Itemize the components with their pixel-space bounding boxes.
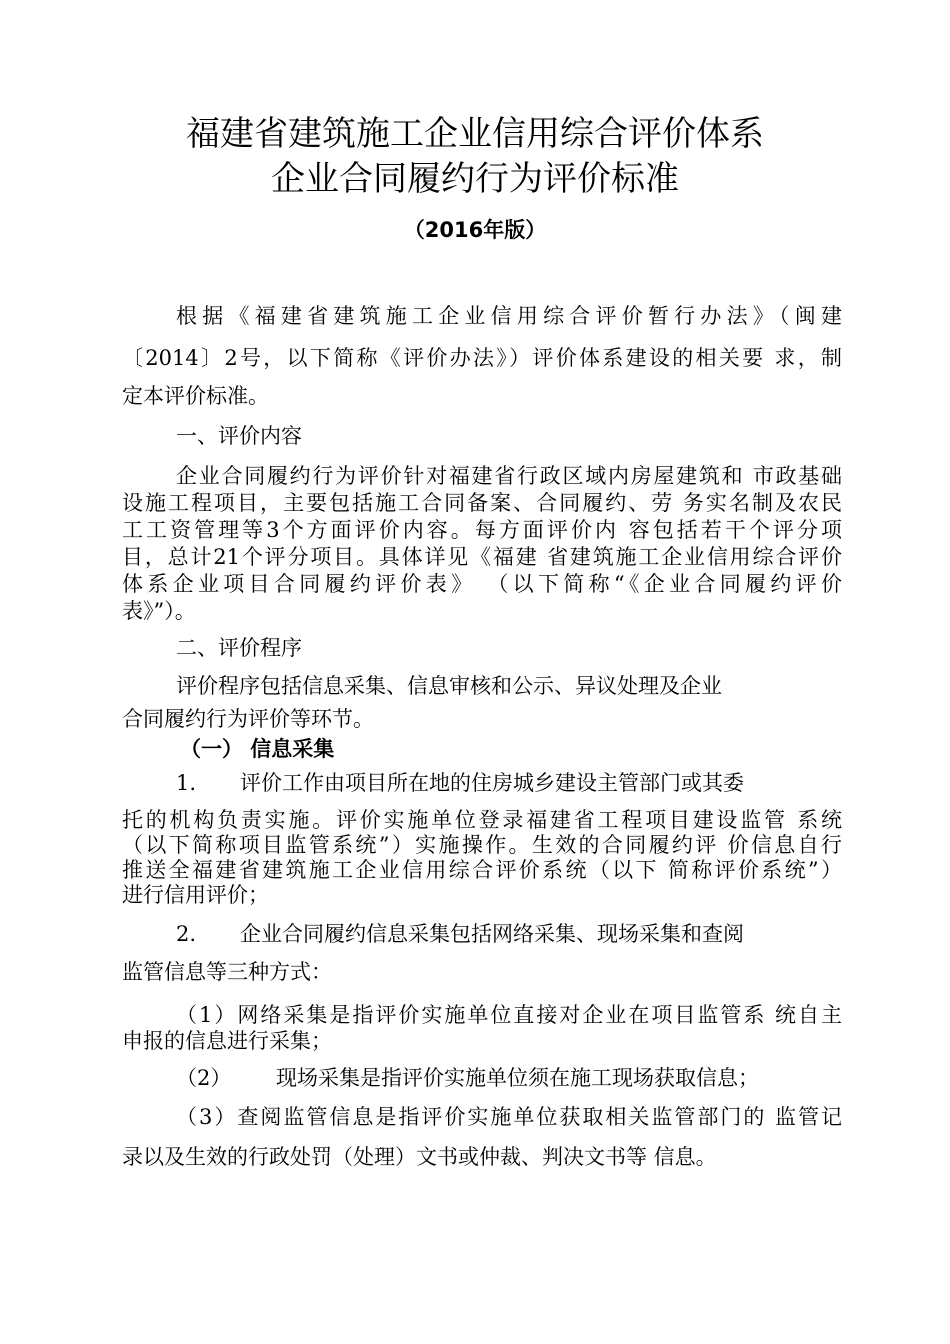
subsection1-heading: （一） 信息采集 bbox=[180, 737, 335, 761]
sub-item1-line-2: 申报的信息进行采集； bbox=[122, 1029, 332, 1053]
section1-line-1: 企业合同履约行为评价针对福建省行政区域内房屋建筑和 市政基础 bbox=[176, 464, 842, 488]
sub-item3-line-1: （3）查阅监管信息是指评价实施单位获取相关监管部门的 监管记 bbox=[176, 1105, 842, 1129]
item1-number: 1. bbox=[176, 771, 197, 795]
sub-item3-line-2: 录以及生效的行政处罚（处理）文书或仲裁、判决文书等 信息。 bbox=[122, 1145, 717, 1169]
section2-line-1: 评价程序包括信息采集、信息审核和公示、异议处理及企业 bbox=[176, 674, 722, 698]
section1-heading: 一、评价内容 bbox=[176, 424, 302, 448]
section1-line-4: 目，总计21个评分项目。具体详见《福建 省建筑施工企业信用综合评价 bbox=[122, 545, 842, 569]
item1-line-2: 托的机构负责实施。评价实施单位登录福建省工程项目建设监管 系统 bbox=[122, 808, 842, 832]
edition-label: （2016年版） bbox=[403, 218, 547, 242]
item2-number: 2. bbox=[176, 922, 197, 946]
item1-line-4: 推送全福建省建筑施工企业信用综合评价系统（以下 简称评价系统”） bbox=[122, 858, 842, 882]
intro-line-2: 〔2014〕2号，以下简称《评价办法》）评价体系建设的相关要 求，制 bbox=[122, 346, 842, 370]
item2-line-2: 监管信息等三种方式： bbox=[122, 960, 332, 984]
item1-line-1: 评价工作由项目所在地的住房城乡建设主管部门或其委 bbox=[240, 771, 744, 795]
sub-item2-text: 现场采集是指评价实施单位须在施工现场获取信息； bbox=[276, 1066, 759, 1090]
section2-heading: 二、评价程序 bbox=[176, 636, 302, 660]
document-title-line1: 福建省建筑施工企业信用综合评价体系 bbox=[186, 114, 764, 154]
sub-item2-number: （2） bbox=[176, 1066, 232, 1090]
intro-line-3: 定本评价标准。 bbox=[122, 384, 269, 408]
section1-line-2: 设施工程项目，主要包括施工合同备案、合同履约、劳 务实名制及农民 bbox=[122, 491, 842, 515]
item2-line-1: 企业合同履约信息采集包括网络采集、现场采集和查阅 bbox=[240, 922, 744, 946]
item1-line-5: 进行信用评价； bbox=[122, 883, 269, 907]
section1-line-5: 体系企业项目合同履约评价表》 （以下简称“《企业合同履约评价 bbox=[122, 572, 842, 596]
section1-line-6: 表》”）。 bbox=[122, 599, 196, 623]
sub-item1-line-1: （1）网络采集是指评价实施单位直接对企业在项目监管系 统自主 bbox=[176, 1003, 842, 1027]
intro-line-1: 根据《福建省建筑施工企业信用综合评价暂行办法》（闽建 bbox=[176, 304, 842, 328]
section1-line-3: 工工资管理等3个方面评价内容。每方面评价内 容包括若干个评分项 bbox=[122, 518, 842, 542]
document-title-line2: 企业合同履约行为评价标准 bbox=[271, 159, 679, 199]
section2-line-2: 合同履约行为评价等环节。 bbox=[122, 707, 374, 731]
item1-line-3: （以下简称项目监管系统”）实施操作。生效的合同履约评 价信息自行 bbox=[122, 833, 842, 857]
